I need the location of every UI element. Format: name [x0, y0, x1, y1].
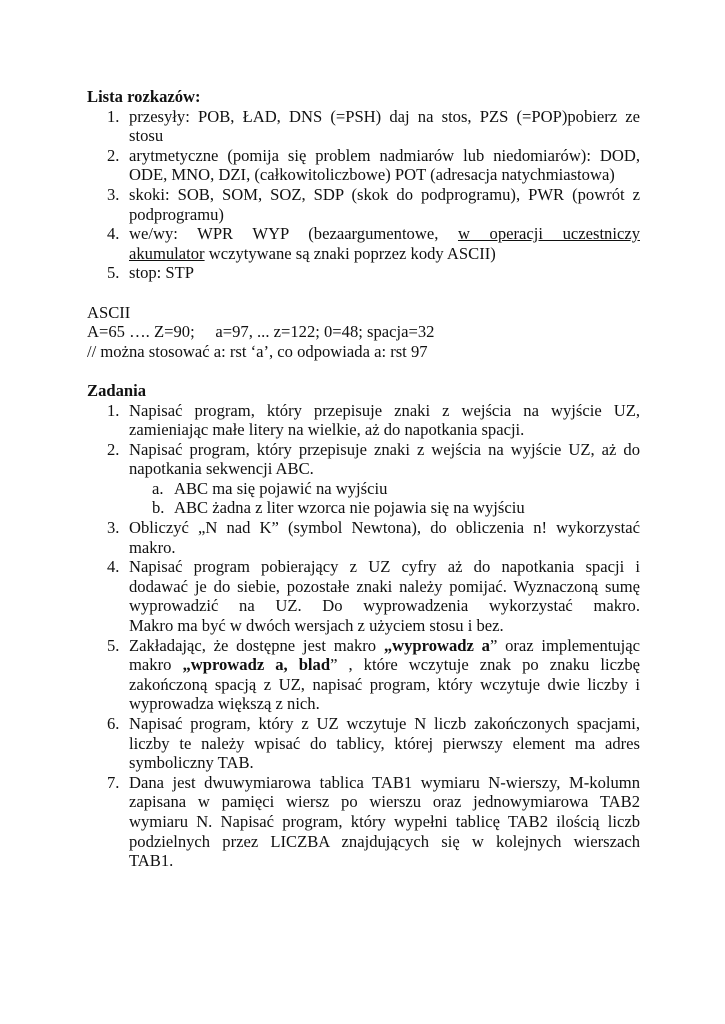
item-line: Napisać program pobierający z UZ cyfry aż do napotkania spacji i — [129, 557, 640, 577]
item-line: TAB1. — [129, 851, 174, 871]
item-text: wczytywane są znaki poprzez kody ASCII) — [204, 243, 496, 263]
item-line: Obliczyć „N nad K” (symbol Newtona), do obliczenia n! wykorzystać — [129, 518, 640, 538]
task-item-7 — [87, 773, 640, 871]
item-line: Napisać program, który przepisuje znaki z wejścia na wyjście UZ, — [129, 400, 640, 420]
underlined-text: w operacji uczestniczy — [457, 224, 640, 244]
command-item-5 — [87, 263, 640, 283]
item-line: Dana jest dwuwymiarowa tablica TAB1 wymiaru N-wierszy, M-kolumn — [129, 772, 640, 792]
command-item-4 — [87, 224, 640, 263]
item-line: zamieniając małe litery na wielkie, aż do napotkania spacji. — [129, 420, 525, 440]
task-item-2 — [87, 440, 640, 518]
subitem-a — [87, 479, 640, 499]
item-line: skoki: SOB, SOM, SOZ, SDP (skok do podprogramu), PWR (powrót z — [129, 184, 640, 204]
item-line: podprogramu) — [129, 204, 224, 224]
item-number: 5. — [107, 635, 120, 655]
item-line: Napisać program, który z UZ wczytuje N liczb zakończonych spacjami, — [129, 714, 640, 733]
item-number: 3. — [107, 184, 120, 204]
item-number: 1. — [107, 106, 120, 126]
command-item-1 — [87, 107, 640, 146]
tasks-heading: Zadania — [87, 380, 147, 400]
item-line: ODE, MNO, DZI, (całkowitoliczbowe) POT (adresacja natychmiastowa) — [129, 165, 615, 185]
item-line: zapisana w pamięci wiersz po wierszu oraz jednowymiarowa TAB2 — [129, 792, 640, 812]
command-item-2 — [87, 146, 640, 185]
item-number: 7. — [107, 772, 120, 792]
item-line: stop: STP — [129, 263, 195, 283]
ascii-heading: ASCII — [87, 302, 131, 322]
item-number: 4. — [107, 224, 120, 244]
subitem-letter: b. — [152, 498, 165, 518]
item-line: Makro ma być w dwóch wersjach z użyciem stosu i bez. — [129, 616, 504, 636]
item-number: 2. — [107, 145, 120, 165]
item-number: 2. — [107, 439, 120, 459]
item-text: ” , które wczytuje znak po znaku liczbę — [330, 655, 640, 675]
item-line: wyprowadzić na UZ. Do wyprowadzenia wykorzystać makro. — [129, 596, 640, 616]
item-number: 6. — [107, 714, 120, 733]
item-number: 1. — [107, 400, 120, 420]
task-item-4 — [87, 557, 640, 635]
document-page — [87, 87, 640, 871]
item-line — [129, 655, 640, 675]
item-line: przesyły: POB, ŁAD, DNS (=PSH) daj na stos, PZS (=POP)pobierz ze — [129, 106, 640, 126]
item-line: stosu — [129, 126, 164, 146]
item-line: Napisać program, który przepisuje znaki z wejścia na wyjście UZ, aż do — [129, 439, 640, 459]
item-line: makro. — [129, 537, 176, 557]
task-item-6 — [87, 714, 640, 773]
item-line: wymiaru N. Napisać program, który wypełni tablicę TAB2 ilością liczb — [129, 811, 640, 831]
item-text: we/wy: WPR WYP (bezaargumentowe, — [129, 224, 458, 244]
item-line: podzielnych przez LICZBA znajdujących się w kolejnych wierszach — [129, 831, 640, 851]
item-line — [129, 636, 640, 656]
item-number: 4. — [107, 557, 120, 577]
item-line — [129, 224, 640, 244]
subitem-b — [87, 498, 640, 518]
item-text: makro — [129, 655, 183, 675]
item-number: 3. — [107, 518, 120, 538]
subitem-text: ABC ma się pojawić na wyjściu — [174, 478, 388, 498]
command-item-3 — [87, 185, 640, 224]
task-item-1 — [87, 401, 640, 440]
subitem-text: ABC żadna z liter wzorca nie pojawia się na wyjściu — [174, 498, 525, 518]
ascii-note-line: // można stosować a: rst ‘a’, co odpowiada a: rst 97 — [87, 341, 428, 361]
underlined-text: akumulator — [129, 243, 205, 263]
ascii-codes-line: A=65 …. Z=90; a=97, ... z=122; 0=48; spacja=32 — [87, 322, 435, 342]
item-line: dodawać je do siebie, pozostałe znaki należy pomijać. Wyznaczoną sumę — [129, 576, 640, 596]
item-line: liczby te należy wpisać do tablicy, której pierwszy element ma adres — [129, 733, 640, 753]
macro-name: „wyprowadz a — [383, 635, 490, 655]
item-line: arytmetyczne (pomija się problem nadmiarów lub niedomiarów): DOD, — [129, 145, 640, 165]
item-line: zakończoną spacją z UZ, napisać program, który wczytuje dwie liczby i — [129, 674, 640, 694]
item-line: wyprowadza większą z nich. — [129, 694, 320, 714]
item-line — [129, 244, 640, 264]
macro-name: „wprowadz a, blad — [182, 655, 331, 675]
item-number: 5. — [107, 263, 120, 283]
item-line: symboliczny TAB. — [129, 753, 254, 773]
task-item-5 — [87, 636, 640, 714]
task-item-3 — [87, 518, 640, 557]
item-text: ” oraz implementując — [489, 635, 640, 655]
item-line: napotkania sekwencji ABC. — [129, 459, 314, 479]
commands-heading: Lista rozkazów: — [87, 87, 201, 106]
subitem-letter: a. — [152, 478, 164, 498]
item-text: Zakładając, że dostępne jest makro — [129, 635, 384, 655]
